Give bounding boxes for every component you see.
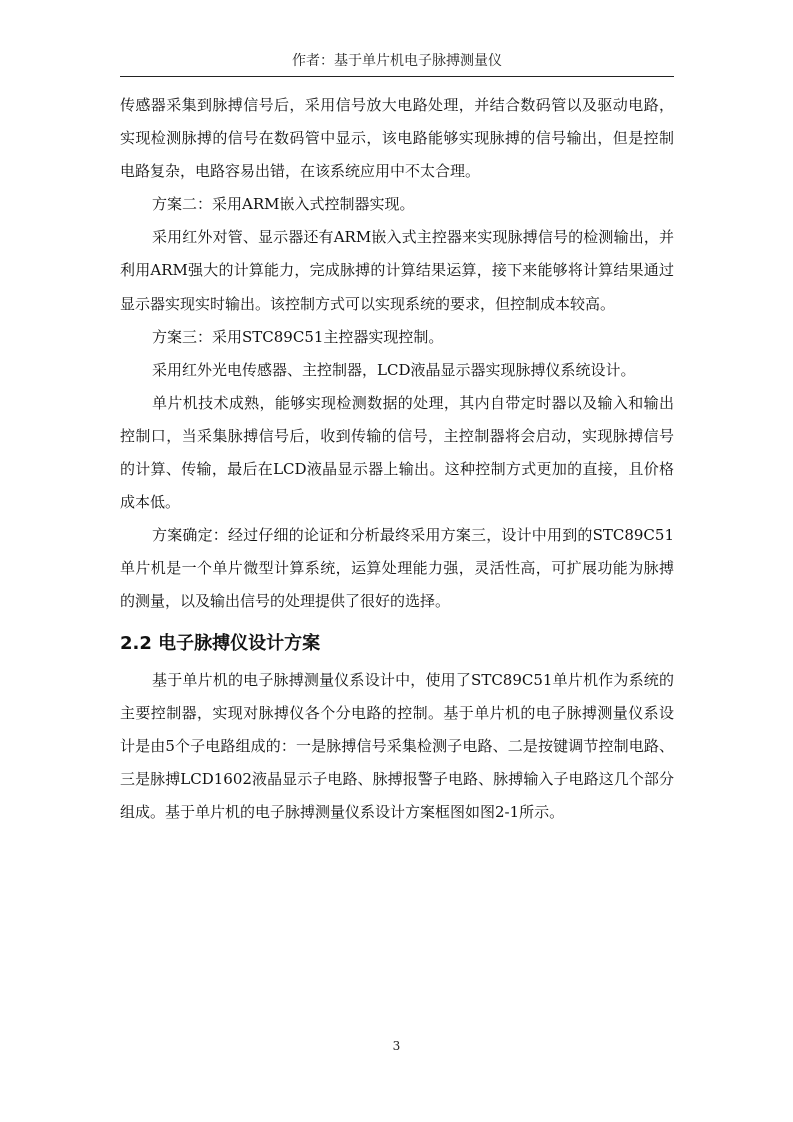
paragraph: 传感器采集到脉搏信号后，采用信号放大电路处理，并结合数码管以及驱动电路，实现检测脉搏的信号在数码管中显示，该电路能够实现脉搏的信号输出，但是控制电路复杂，电路容易出错，在该系统应用中不太合理。 [120,96,674,181]
header-divider [120,76,674,77]
paragraph: 方案三：采用STC89C51主控器实现控制。 [152,327,444,346]
section-heading: 2.2 电子脉搏仪设计方案 [120,632,321,654]
paragraph: 采用红外对管、显示器还有ARM嵌入式主控器来实现脉搏信号的检测输出，并利用ARM强大的计算能力，完成脉搏的计算结果运算，接下来能够将计算结果通过显示器实现实时输出。该控制方式可以实现系统的要求，但控制成本较高。 [120,228,674,313]
paragraph-group-design [120,664,674,829]
paragraph: 方案二：采用ARM嵌入式控制器实现。 [152,195,415,214]
paragraph: 单片机技术成熟，能够实现检测数据的处理，其内自带定时器以及输入和输出控制口，当采集脉搏信号后，收到传输的信号，主控制器将会启动，实现脉搏信号的计算、传输，最后在LCD液晶显示器上输出。这种控制方式更加的直接，且价格成本低。 [120,393,674,512]
paragraph: 采用红外光电传感器、主控制器，LCD液晶显示器实现脉搏仪系统设计。 [152,360,636,379]
paragraph-group-options [120,89,674,619]
paragraph: 基于单片机的电子脉搏测量仪系设计中，使用了STC89C51单片机作为系统的主要控制器，实现对脉搏仪各个分电路的控制。基于单片机的电子脉搏测量仪系设计是由5个子电路组成的：一是脉搏信号采集检测子电路、二是按键调节控制电路、三是脉搏LCD1602液晶显示子电路、脉搏报警子电路、脉搏输入子电路这几个部分组成。基于单片机的电子脉搏测量仪系设计方案框图如图2-1所示。 [120,670,674,821]
document-body [120,89,674,829]
page-header-title: 作者：基于单片机电子脉搏测量仪 [292,53,502,69]
page-number: 3 [392,1039,401,1053]
paragraph: 方案确定：经过仔细的论证和分析最终采用方案三，设计中用到的STC89C51单片机是一个单片微型计算系统，运算处理能力强，灵活性高，可扩展功能为脉搏的测量，以及输出信号的处理提供了很好的选择。 [120,526,674,611]
